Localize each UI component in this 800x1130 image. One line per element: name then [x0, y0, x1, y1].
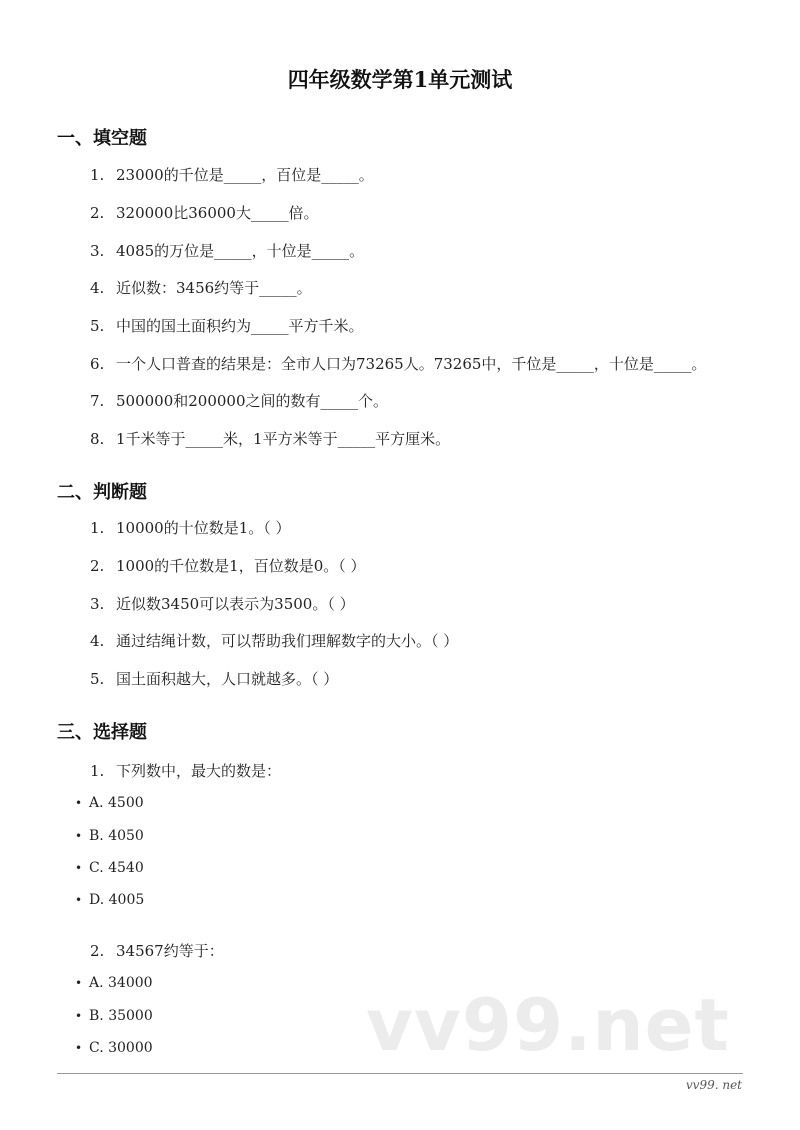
choice-option-text: C. 30000: [89, 1040, 153, 1056]
question-text: 国土面积越大，人口就越多。（ ）: [116, 670, 339, 688]
question-number: 3.: [90, 242, 105, 260]
section-heading-fill-in: 一、填空题: [57, 128, 147, 149]
question-number: 2.: [90, 942, 105, 960]
bullet-icon: •: [75, 1009, 83, 1023]
choice-option: [75, 975, 153, 991]
question-number: 4.: [90, 279, 105, 297]
watermark: vv99.net: [366, 983, 730, 1067]
question-text: 1千米等于_____米，1平方米等于_____平方厘米。: [116, 430, 451, 448]
question-text: 近似数：3456约等于_____。: [116, 279, 312, 297]
question-text: 下列数中，最大的数是：: [116, 762, 282, 780]
question-number: 8.: [90, 430, 105, 448]
choice-option: [75, 795, 144, 811]
question-number: 1.: [90, 166, 105, 184]
question-number: 4.: [90, 632, 105, 650]
question-number: 7.: [90, 392, 105, 410]
choice-option: [75, 1040, 153, 1056]
bullet-icon: •: [75, 829, 83, 843]
question-number: 2.: [90, 557, 105, 575]
question-text: 近似数3450可以表示为3500。（ ）: [116, 595, 355, 613]
question-number: 3.: [90, 595, 105, 613]
choice-option-text: B. 35000: [89, 1008, 153, 1024]
question-number: 5.: [90, 670, 105, 688]
question-item: [90, 940, 224, 961]
question-item: [90, 760, 281, 781]
choice-option: [75, 828, 144, 844]
question-item: [90, 555, 366, 576]
section-heading-multiple-choice: 三、选择题: [57, 722, 147, 743]
question-text: 1000的千位数是1，百位数是0。（ ）: [116, 557, 366, 575]
section-heading-true-false: 二、判断题: [57, 482, 147, 503]
question-item: [90, 517, 291, 538]
bullet-icon: •: [75, 1041, 83, 1055]
choice-option-text: A. 34000: [89, 975, 153, 991]
question-item: [90, 164, 374, 185]
choice-option-text: C. 4540: [89, 860, 144, 876]
choice-option-text: D. 4005: [89, 892, 145, 908]
bullet-icon: •: [75, 893, 83, 907]
question-text: 10000的十位数是1。（ ）: [116, 519, 291, 537]
bullet-icon: •: [75, 976, 83, 990]
bullet-icon: •: [75, 861, 83, 875]
question-item: [90, 240, 364, 261]
question-text: 34567约等于：: [116, 942, 224, 960]
question-text: 一个人口普查的结果是：全市人口为73265人。73265中，千位是_____，十位是_____。: [116, 355, 707, 373]
question-item: [90, 277, 312, 298]
question-item: [90, 353, 706, 374]
question-text: 23000的千位是_____，百位是_____。: [116, 166, 374, 184]
question-text: 320000比36000大_____倍。: [116, 204, 319, 222]
question-item: [90, 390, 388, 411]
question-item: [90, 593, 355, 614]
choice-option-text: B. 4050: [89, 828, 144, 844]
question-text: 500000和200000之间的数有_____个。: [116, 392, 389, 410]
page-title: 四年级数学第1单元测试: [287, 67, 513, 92]
question-text: 中国的国土面积约为_____平方千米。: [116, 317, 364, 335]
question-number: 2.: [90, 204, 105, 222]
question-number: 1.: [90, 519, 105, 537]
question-item: [90, 428, 450, 449]
choice-option: [75, 860, 144, 876]
choice-option: [75, 892, 144, 908]
footer-divider: [57, 1073, 743, 1074]
question-number: 5.: [90, 317, 105, 335]
question-text: 通过结绳计数，可以帮助我们理解数字的大小。（ ）: [116, 632, 459, 650]
question-number: 1.: [90, 762, 105, 780]
question-item: [90, 315, 364, 336]
choice-option-text: A. 4500: [89, 795, 144, 811]
question-item: [90, 668, 338, 689]
question-number: 6.: [90, 355, 105, 373]
question-item: [90, 202, 318, 223]
question-text: 4085的万位是_____，十位是_____。: [116, 242, 365, 260]
footer-site-label: vv99. net: [685, 1078, 742, 1092]
choice-option: [75, 1008, 153, 1024]
question-item: [90, 630, 458, 651]
bullet-icon: •: [75, 796, 83, 810]
